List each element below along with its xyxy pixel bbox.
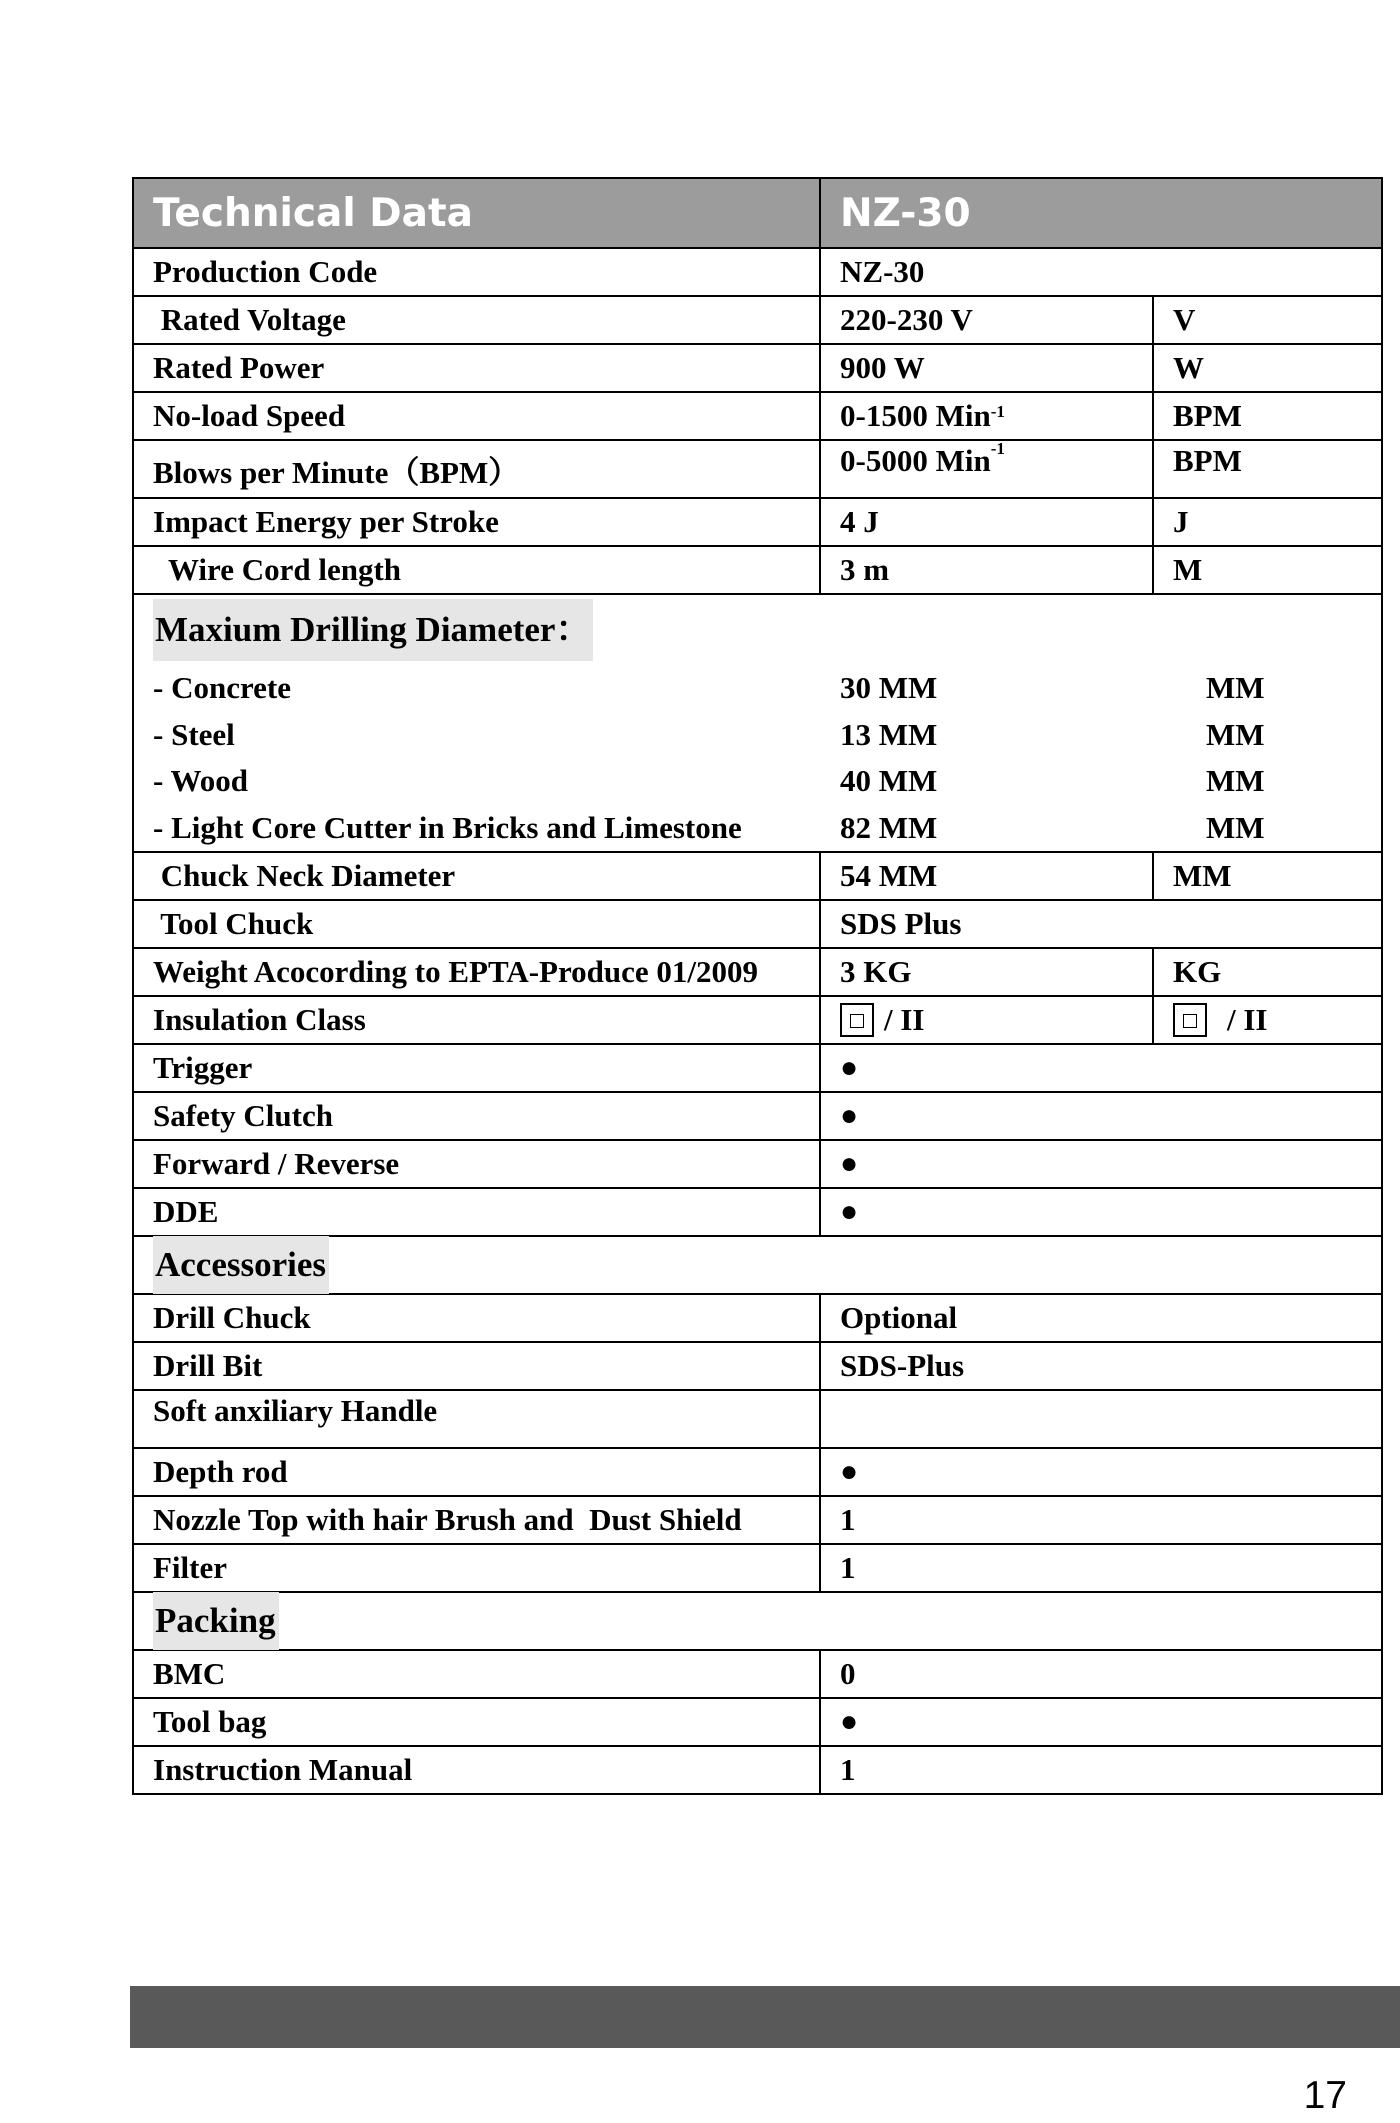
table-row: [134, 995, 1381, 1043]
table-row: [134, 1139, 1381, 1187]
spec-label: Safety Clutch: [134, 1093, 821, 1139]
section-heading-row: [134, 1591, 1381, 1649]
table-row: [134, 1293, 1381, 1341]
spec-unit: MM: [1173, 858, 1232, 893]
bullet-dot-icon: ●: [840, 1195, 859, 1228]
list-item: [134, 758, 1381, 805]
spec-value: 3 KG: [821, 949, 1154, 995]
section-heading-row: [134, 595, 1381, 665]
footer-bar: [130, 1986, 1400, 2048]
spec-value: 0-5000 Min: [840, 443, 991, 478]
spec-unit: V: [1173, 302, 1196, 337]
technical-data-table: [132, 177, 1383, 1795]
drill-unit: MM: [1206, 670, 1265, 706]
table-row: [134, 1043, 1381, 1091]
table-row: [134, 1697, 1381, 1745]
list-item: [134, 712, 1381, 759]
drill-label: - Wood: [153, 763, 249, 799]
table-row: [134, 247, 1381, 295]
drill-value: 13 MM: [840, 716, 938, 752]
accessory-value: SDS-Plus: [840, 1348, 965, 1383]
table-row: [134, 343, 1381, 391]
section-title-accessories: Accessories: [153, 1236, 329, 1294]
drill-label: - Steel: [153, 716, 235, 752]
double-insulation-icon: [1173, 1003, 1207, 1037]
spec-label: Tool Chuck: [134, 901, 821, 947]
drill-value: 82 MM: [840, 809, 938, 845]
spec-unit: W: [1173, 350, 1204, 385]
list-item: [134, 805, 1381, 852]
spec-value: NZ-30: [840, 254, 925, 289]
spec-label: Chuck Neck Diameter: [134, 853, 821, 899]
spec-value: 220-230 V: [821, 297, 1154, 343]
spec-label: Production Code: [134, 249, 821, 295]
spec-value: 0-1500 Min: [840, 398, 991, 433]
drill-label: - Concrete: [153, 670, 292, 706]
spec-label: Blows per Minute（BPM）: [134, 441, 821, 497]
spec-value: 900 W: [821, 345, 1154, 391]
spec-value: SDS Plus: [840, 906, 962, 941]
spec-value-cell: [821, 393, 1154, 439]
spec-label: DDE: [134, 1189, 821, 1235]
spec-unit: BPM: [1173, 398, 1242, 433]
section-heading-row: [134, 1235, 1381, 1293]
table-row: [134, 1745, 1381, 1793]
spec-unit: KG: [1173, 954, 1222, 989]
table-row: [134, 1447, 1381, 1495]
spec-value: 4 J: [821, 499, 1154, 545]
drill-value: 40 MM: [840, 763, 938, 799]
table-row: [134, 1187, 1381, 1235]
spec-value-exponent: -1: [990, 402, 1005, 421]
accessory-value: 1: [840, 1550, 856, 1585]
accessory-label: Depth rod: [134, 1449, 821, 1495]
section-title-packing: Packing: [153, 1592, 279, 1650]
table-row: [134, 947, 1381, 995]
spec-label: Insulation Class: [134, 997, 821, 1043]
spec-label: Impact Energy per Stroke: [134, 499, 821, 545]
bullet-dot-icon: ●: [840, 1455, 859, 1488]
table-row: [134, 439, 1381, 497]
packing-value: 1: [840, 1752, 856, 1787]
drill-unit: MM: [1206, 716, 1265, 752]
accessory-label: Soft anxiliary Handle: [134, 1391, 821, 1447]
accessory-value: Optional: [840, 1300, 958, 1335]
double-insulation-icon: [840, 1003, 874, 1037]
drill-unit: MM: [1206, 763, 1265, 799]
table-row: [134, 1543, 1381, 1591]
page-number: 17: [1303, 2074, 1347, 2117]
spec-value: 3 m: [821, 547, 1154, 593]
spec-unit-cell: [1154, 997, 1381, 1043]
packing-value: 0: [840, 1656, 856, 1691]
spec-unit: J: [1173, 504, 1189, 539]
accessory-label: Filter: [134, 1545, 821, 1591]
drilling-section: [134, 593, 1381, 851]
table-row: [134, 1341, 1381, 1389]
accessory-label: Drill Chuck: [134, 1295, 821, 1341]
bullet-dot-icon: ●: [840, 1099, 859, 1132]
spec-label: Rated Power: [134, 345, 821, 391]
accessory-label: Nozzle Top with hair Brush and Dust Shield: [134, 1497, 821, 1543]
header-model: NZ-30: [840, 190, 971, 236]
spec-label: No-load Speed: [134, 393, 821, 439]
spec-value-cell: [821, 997, 1154, 1043]
table-row: [134, 1649, 1381, 1697]
table-row: [134, 1495, 1381, 1543]
spec-unit: BPM: [1173, 443, 1242, 478]
list-item: [134, 665, 1381, 712]
packing-label: Instruction Manual: [134, 1747, 821, 1793]
table-row: [134, 1389, 1381, 1447]
spec-value-cell: [821, 441, 1154, 497]
spec-label: Wire Cord length: [134, 547, 821, 593]
drill-label: - Light Core Cutter in Bricks and Limestone: [153, 809, 742, 845]
spec-label: Trigger: [134, 1045, 821, 1091]
drill-unit: MM: [1206, 809, 1265, 845]
table-row: [134, 497, 1381, 545]
spec-unit: M: [1173, 552, 1203, 587]
accessory-value: 1: [840, 1502, 856, 1537]
spec-value: 54 MM: [821, 853, 1154, 899]
bullet-dot-icon: ●: [840, 1147, 859, 1180]
section-title-drilling: Maxium Drilling Diameter：: [153, 599, 593, 661]
bullet-dot-icon: ●: [840, 1705, 859, 1738]
spec-label: Rated Voltage: [134, 297, 821, 343]
packing-label: BMC: [134, 1651, 821, 1697]
header-technical-data: Technical Data: [134, 179, 821, 247]
spec-unit: / II: [1227, 1002, 1268, 1037]
spec-value: / II: [884, 1002, 925, 1037]
accessory-value: [821, 1391, 1381, 1447]
spec-label: Forward / Reverse: [134, 1141, 821, 1187]
drill-value: 30 MM: [840, 670, 938, 706]
accessory-label: Drill Bit: [134, 1343, 821, 1389]
bullet-dot-icon: ●: [840, 1051, 859, 1084]
table-row: [134, 1091, 1381, 1139]
spec-value-exponent: -1: [990, 439, 1005, 458]
table-row: [134, 391, 1381, 439]
table-row: [134, 295, 1381, 343]
table-row: [134, 545, 1381, 593]
table-row: [134, 899, 1381, 947]
table-row: [134, 851, 1381, 899]
spec-label: Weight Acocording to EPTA-Produce 01/2009: [134, 949, 821, 995]
packing-label: Tool bag: [134, 1699, 821, 1745]
table-header-row: [134, 177, 1381, 247]
